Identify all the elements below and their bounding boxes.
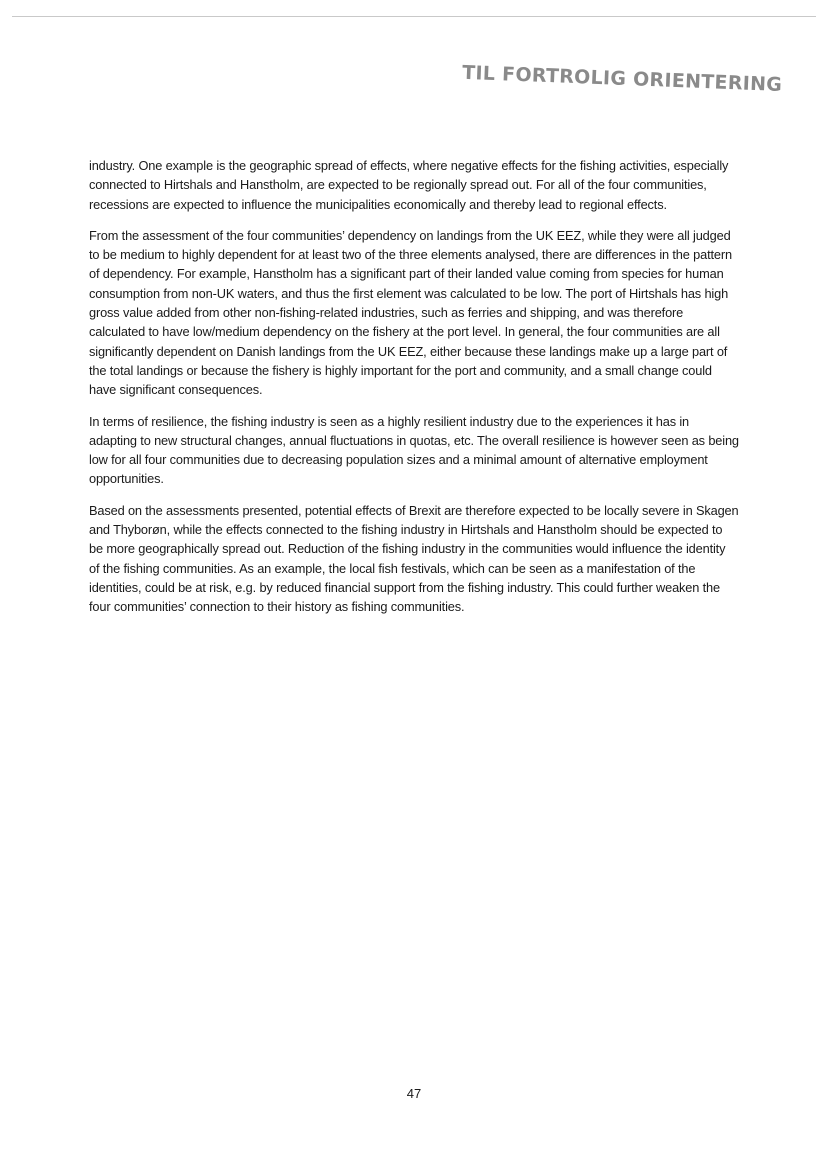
paragraph-4: Based on the assessments presented, potential effects of Brexit are therefore expected to be locally severe in Skagen and Thyborøn, while the effects connected to the fishing industry in Hirtshals and Hanstholm should be expected to be more geographically spread out. Reduction of the fishing industry in the communities would influence the identity of the fishing communities. As an example, the local fish festivals, which can be seen as a manifestation of the identities, could be at risk, e.g. by reduced financial support from the fishing industry. This could further weaken the four communities’ connection to their history as fishing communities. bbox=[89, 502, 739, 615]
confidential-stamp: TIL FORTROLIG ORIENTERING bbox=[461, 61, 783, 96]
paragraph-3: In terms of resilience, the fishing industry is seen as a highly resilient industry due to the experiences it has in adapting to new structural changes, annual fluctuations in quotas, etc. The overall resilience is however seen as being low for all four communities due to decreasing population sizes and a minimal amount of alternative employment opportunities. bbox=[89, 413, 739, 487]
top-rule bbox=[12, 16, 816, 17]
body-text bbox=[89, 156, 739, 629]
paragraph-1: industry. One example is the geographic spread of effects, where negative effects for the fishing activities, especially connected to Hirtshals and Hanstholm, are expected to be regionally spread out. For all of the four communities, recessions are expected to influence the municipalities economically and thereby lead to regional effects. bbox=[89, 158, 729, 212]
page-number: 47 bbox=[406, 1086, 422, 1101]
paragraph-2: From the assessment of the four communities’ dependency on landings from the UK EEZ, while they were all judged to be medium to highly dependent for at least two of the three elements analysed, there are differences in the pattern of dependency. For example, Hanstholm has a significant part of their landed value coming from species for human consumption from non-UK waters, and thus the first element was calculated to be low. The port of Hirtshals has high gross value added from other non-fishing-related industries, such as ferries and shipping, and was therefore calculated to have low/medium dependency on the fishery at the port level. In general, the four communities are all significantly dependent on Danish landings from the UK EEZ, either because these landings make up a large part of the total landings or because the fishery is highly important for the port and community, and a small change could have significant consequences. bbox=[89, 227, 732, 398]
